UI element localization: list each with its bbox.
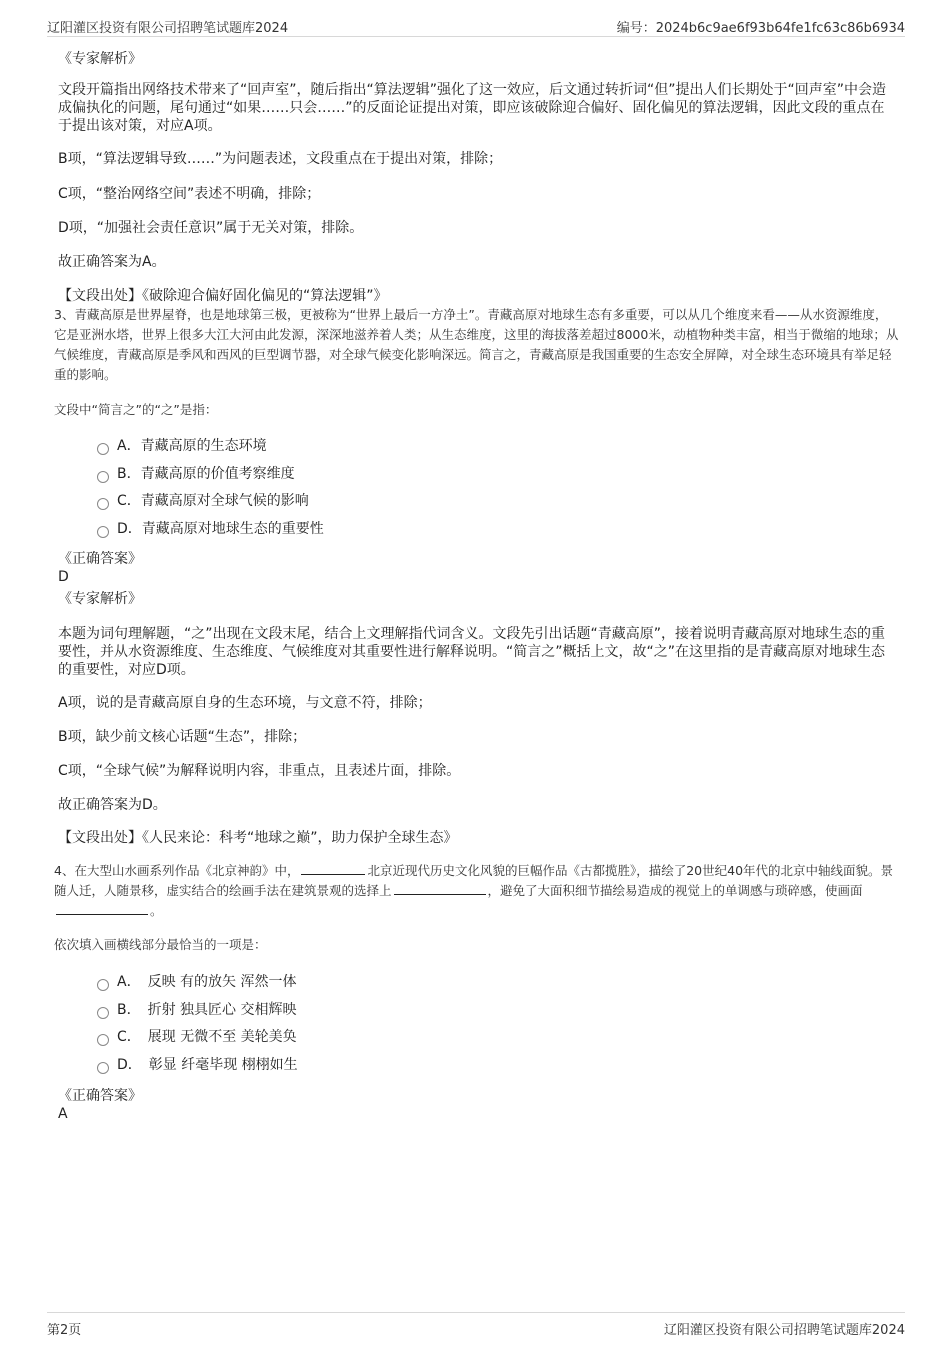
fill-blank-2 [394, 882, 486, 895]
page-number: 第2页 [47, 1323, 82, 1338]
conclusion: 故正确答案为A。 [58, 254, 166, 270]
radio-option-b[interactable] [97, 471, 109, 483]
fill-blank-3 [56, 902, 148, 915]
q3-option-a[interactable]: A．青藏高原的生态环境 [117, 438, 267, 454]
q3-analysis-label: 《专家解析》 [58, 591, 142, 607]
q4-option-c[interactable]: C． 展现 无微不至 美轮美奂 [117, 1029, 297, 1045]
radio-option-c[interactable] [97, 498, 109, 510]
option-b-explanation: B项，“算法逻辑导致……”为问题表述，文段重点在于提出对策，排除； [58, 151, 503, 167]
q3-option-c[interactable]: C．青藏高原对全球气候的影响 [117, 493, 309, 509]
q4-text-part3: ，避免了大面积细节描绘易造成的视觉上的单调感与琐碎感，使画面 [487, 883, 863, 898]
question-4-text [54, 861, 899, 921]
option-c-explanation: C项，“整治网络空间”表述不明确，排除； [58, 186, 321, 202]
q4-answer: A [58, 1106, 68, 1122]
q3-option-d[interactable]: D．青藏高原对地球生态的重要性 [117, 521, 324, 537]
expert-analysis-label: 《专家解析》 [58, 51, 142, 67]
q4-option-b[interactable]: B． 折射 独具匠心 交相辉映 [117, 1002, 297, 1018]
q4-text-part2: 北京近现代历史文化风貌的巨幅作品《古都揽胜》，描绘了20世纪40年代的北京中轴线面貌。景随人迁，人随景移，虚实结合的绘画手法在建筑景观的选择上 [54, 863, 894, 898]
expert-analysis-text: 文段开篇指出网络技术带来了“回声室”，随后指出“算法逻辑”强化了这一效应，后文通过转折词“但”提出人们长期处于“回声室”中会造成偏执化的问题，尾句通过“如果……只会……”的反面论证提出对策，即应该破除迎合偏好、固化偏见的算法逻辑，因此文段的重点在于提出该对策，对应A项。 [58, 82, 887, 134]
radio-option-b[interactable] [97, 1007, 109, 1019]
radio-option-d[interactable] [97, 1062, 109, 1074]
q3-answer-label: 《正确答案》 [58, 551, 142, 567]
question-3-prompt: 文段中“简言之”的“之”是指： [54, 402, 218, 417]
footer-title: 辽阳灌区投资有限公司招聘笔试题库2024 [663, 1323, 905, 1338]
q4-option-a[interactable]: A． 反映 有的放矢 浑然一体 [117, 974, 297, 990]
q3-option-b[interactable]: B．青藏高原的价值考察维度 [117, 466, 295, 482]
radio-option-c[interactable] [97, 1034, 109, 1046]
radio-option-d[interactable] [97, 526, 109, 538]
q3-source-citation: 【文段出处】《人民来论：科考“地球之巅”，助力保护全球生态》 [58, 830, 458, 846]
q3-option-a-explanation: A项，说的是青藏高原自身的生态环境，与文意不符，排除； [58, 695, 432, 711]
header-title: 辽阳灌区投资有限公司招聘笔试题库2024 [47, 21, 289, 36]
q3-answer: D [58, 569, 69, 585]
fill-blank-1 [301, 862, 365, 875]
page-footer [47, 1312, 905, 1337]
q3-option-b-explanation: B项，缺少前文核心话题“生态”，排除； [58, 729, 307, 745]
q4-answer-label: 《正确答案》 [58, 1088, 142, 1104]
question-3-text: 3、青藏高原是世界屋脊，也是地球第三极，更被称为“世界上最后一方净土”。青藏高原对地球生态有多重要，可以从几个维度来看——从水资源维度，它是亚洲水塔，世界上很多大江大河由此发源，深深地滋养着人类；从生态维度，这里的海拔落差超过8000米，动植物种类丰富，相当于微缩的地球；从气候维度，青藏高原是季风和西风的巨型调节器，对全球气候变化影响深远。简言之，青藏高原是我国重要的生态安全屏障，对全球生态环境具有举足轻重的影响。 [54, 307, 899, 382]
q4-option-d[interactable]: D． 彰显 纤毫毕现 栩栩如生 [117, 1057, 298, 1073]
q4-text-part1: 4、在大型山水画系列作品《北京神韵》中， [54, 863, 300, 878]
q4-text-part4: 。 [150, 903, 163, 918]
option-d-explanation: D项，“加强社会责任意识”属于无关对策，排除。 [58, 220, 364, 236]
q3-analysis-text: 本题为词句理解题，“之”出现在文段末尾，结合上文理解指代词含义。文段先引出话题“青藏高原”，接着说明青藏高原对地球生态的重要性，并从水资源维度、生态维度、气候维度对其重要性进行解释说明。“简言之”概括上文，故“之”在这里指的是青藏高原对地球生态的重要性，对应D项。 [58, 626, 886, 678]
q3-option-c-explanation: C项，“全球气候”为解释说明内容，非重点，且表述片面，排除。 [58, 763, 461, 779]
radio-option-a[interactable] [97, 443, 109, 455]
source-citation: 【文段出处】《破除迎合偏好固化偏见的“算法逻辑”》 [58, 288, 388, 304]
radio-option-a[interactable] [97, 979, 109, 991]
header-code: 编号：2024b6c9ae6f93b64fe1fc63c86b6934 [616, 21, 905, 36]
question-4-prompt: 依次填入画横线部分最恰当的一项是： [54, 937, 267, 952]
page-header [47, 14, 905, 37]
q3-conclusion: 故正确答案为D。 [58, 797, 167, 813]
